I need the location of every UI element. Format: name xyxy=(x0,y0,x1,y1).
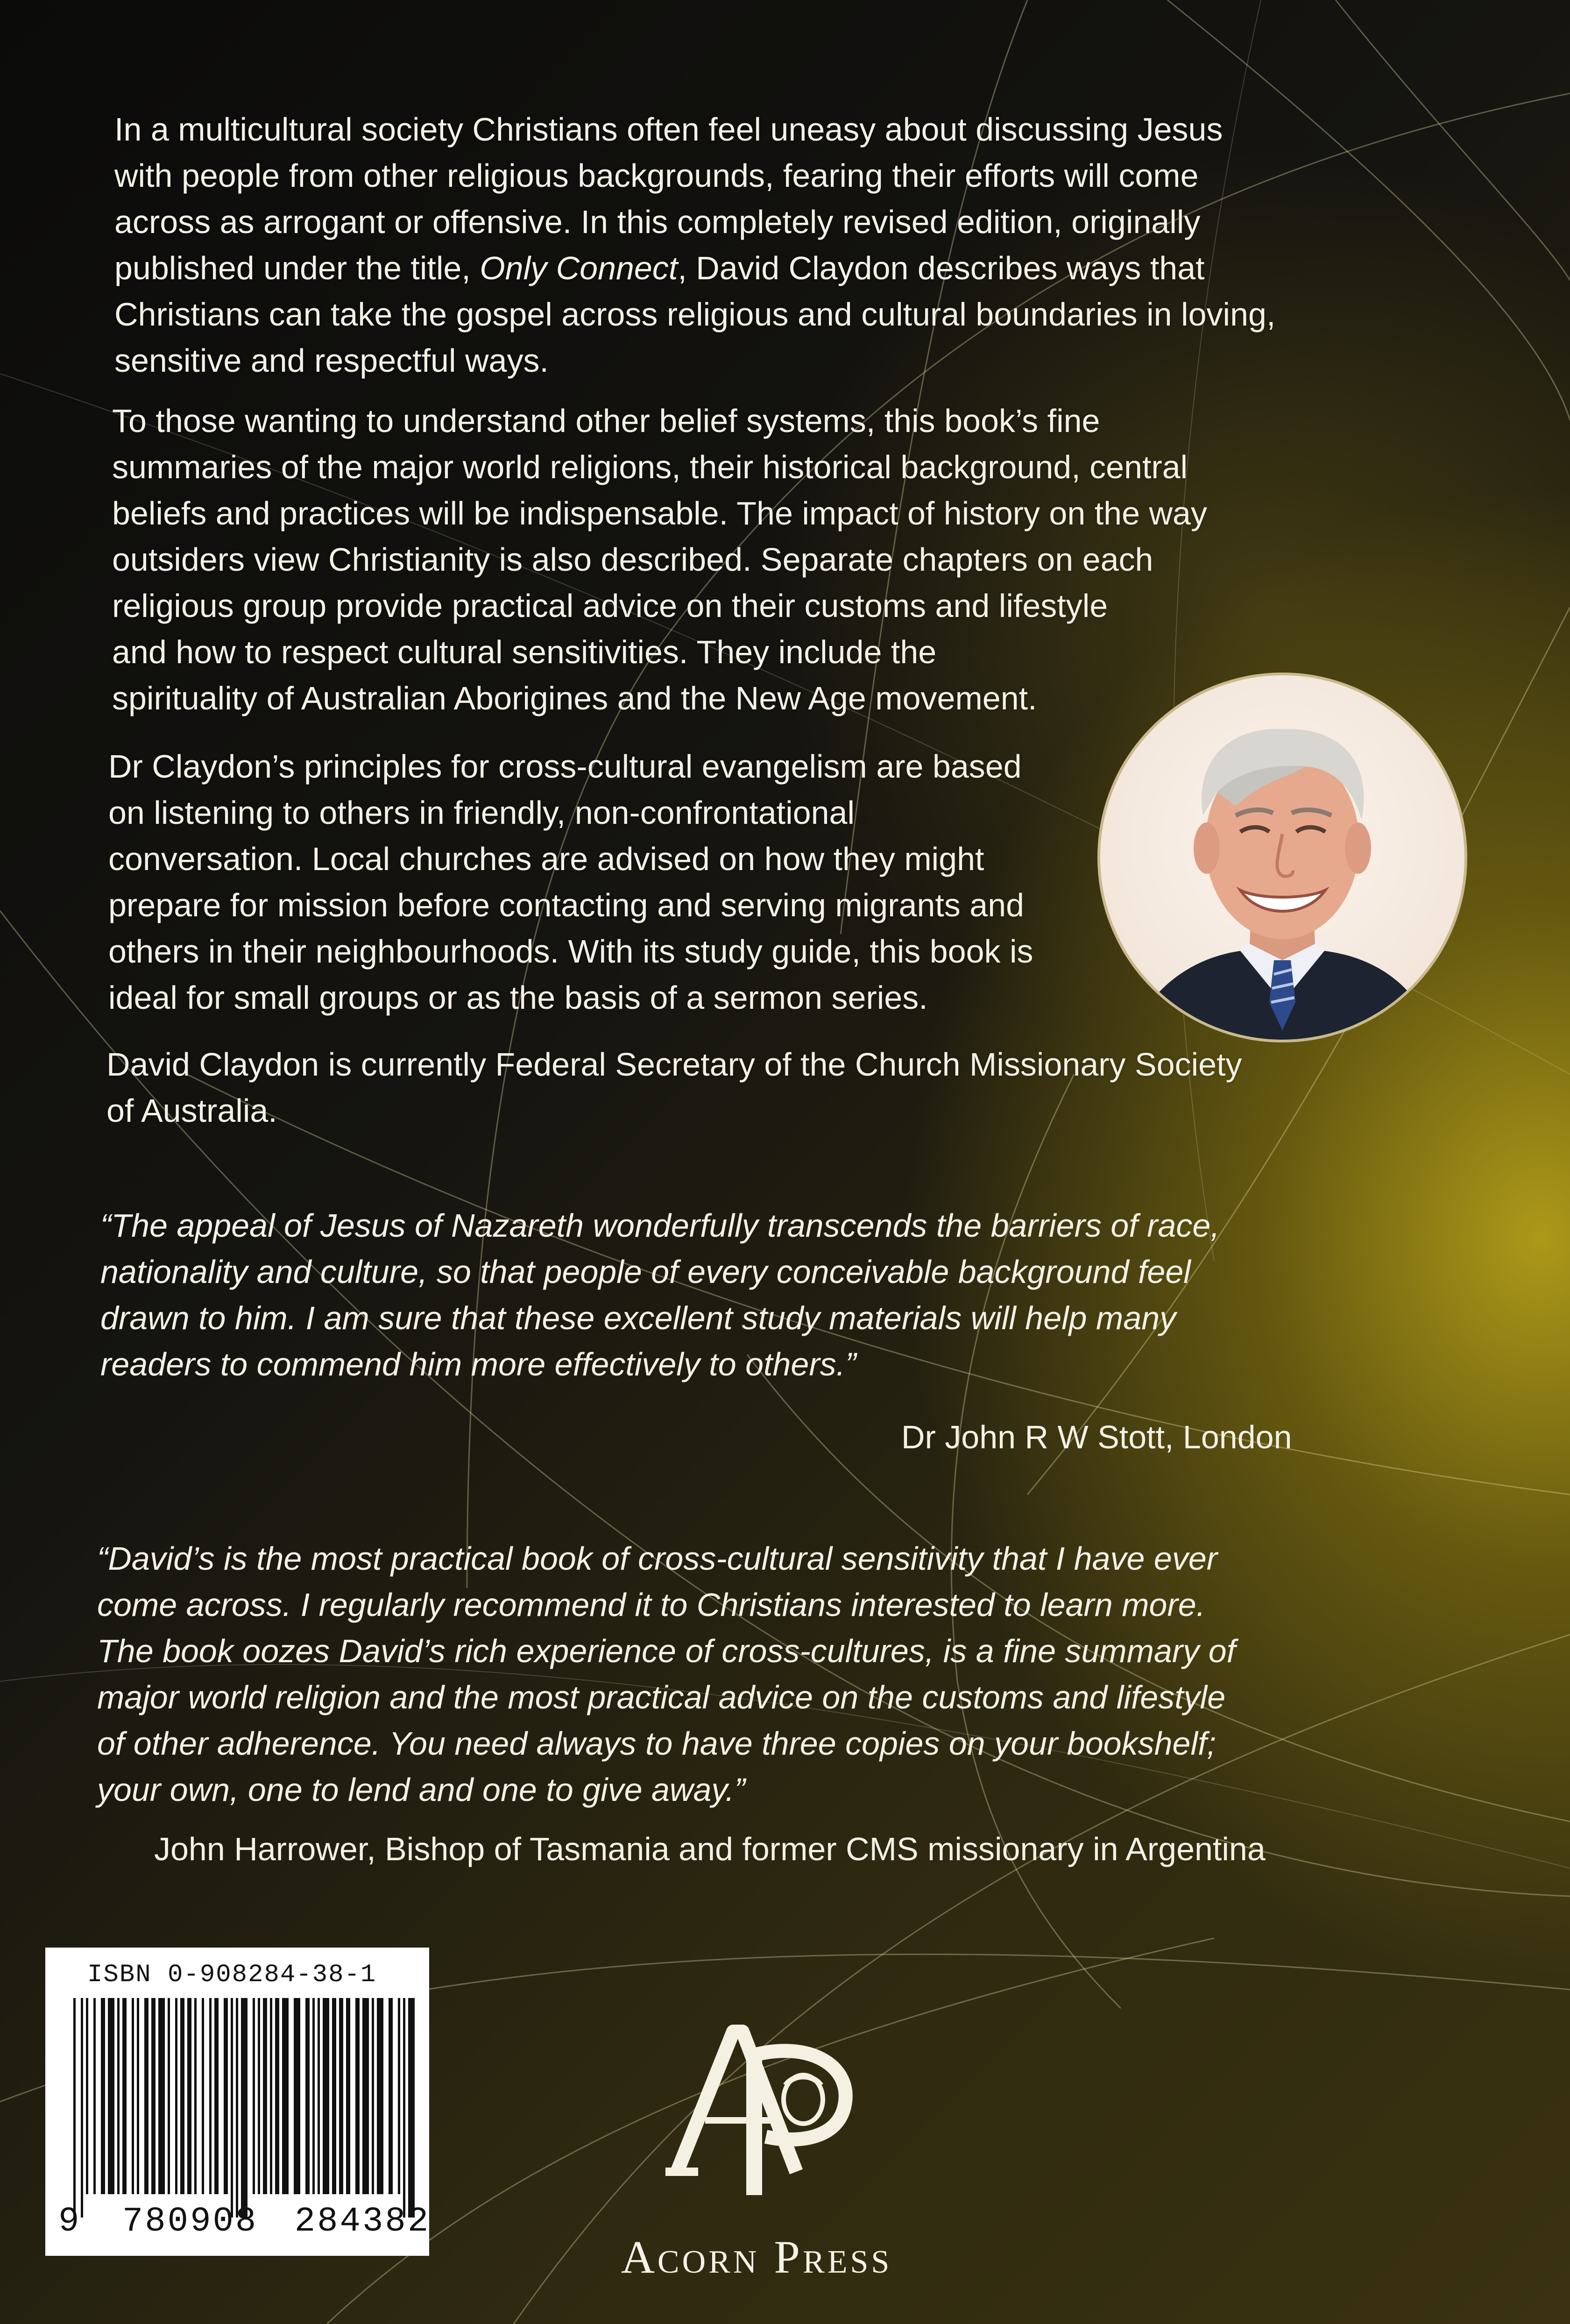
blurb-p2-line: and how to respect cultural sensitivities. They include the xyxy=(112,634,937,670)
barcode-bar xyxy=(332,1998,336,2194)
blurb-p2-line: outsiders view Christianity is also described. Separate chapters on each xyxy=(112,541,1153,578)
quote2-line: major world religion and the most practical advice on the customs and lifestyle xyxy=(97,1679,1226,1715)
barcode-bar xyxy=(377,1998,383,2194)
blurb-p3-line: conversation. Local churches are advised on how they might xyxy=(108,841,984,877)
ean-first-digit: 9 xyxy=(58,2202,81,2241)
acorn-press-ap-monogram xyxy=(654,2004,859,2200)
quote2-line: “David’s is the most practical book of cross-cultural sensitivity that I have ever xyxy=(97,1540,1218,1577)
barcode-bar xyxy=(294,1998,300,2194)
barcode-bar xyxy=(339,1998,343,2194)
blurb-p3-line: on listening to others in friendly, non-confrontational xyxy=(108,794,855,831)
blurb-p1-line: across as arrogant or offensive. In this completely revised edition, originally xyxy=(114,204,1201,240)
blurb-p1-line: published under the title, xyxy=(114,250,480,286)
barcode-bar xyxy=(101,1998,105,2194)
barcode-bar xyxy=(194,1998,197,2194)
barcode-bar xyxy=(158,1998,165,2194)
barcode-bar xyxy=(122,1998,127,2194)
book-former-title: Only Connect xyxy=(480,250,678,286)
barcode-bar xyxy=(231,1998,233,2218)
barcode-bar xyxy=(137,1998,139,2194)
barcode-bar xyxy=(258,1998,260,2194)
blurb-p3-line: prepare for mission before contacting and serving migrants and xyxy=(108,887,1025,923)
barcode-bar xyxy=(253,1998,255,2194)
quote1-line: nationality and culture, so that people of every conceivable background feel xyxy=(100,1254,1191,1290)
author-bio xyxy=(106,1042,1461,1134)
blurb-p2-line: religious group provide practical advice on their customs and lifestyle xyxy=(112,588,1108,624)
barcode-bar xyxy=(132,1998,134,2194)
quote2-attribution: John Harrower, Bishop of Tasmania and former CMS missionary in Argentina xyxy=(154,1831,1266,1867)
blurb-p1-line: Christians can take the gospel across religious and cultural boundaries in loving, xyxy=(114,296,1276,333)
blurb-p1-line: , David Claydon describes ways that xyxy=(678,250,1205,286)
ean-left-group: 780908 xyxy=(122,2202,258,2241)
blurb-p3-line: others in their neighbourhoods. With its study guide, this book is xyxy=(108,933,1033,970)
barcode-bar xyxy=(275,1998,279,2194)
barcode-bar xyxy=(144,1998,149,2194)
quote1-line: readers to commend him more effectively to others.” xyxy=(100,1346,856,1382)
barcode-bar xyxy=(270,1998,272,2194)
blurb-p2-line: summaries of the major world religions, their historical background, central xyxy=(112,449,1188,485)
barcode-bar xyxy=(175,1998,177,2194)
barcode-bar xyxy=(108,1998,114,2194)
publisher-logo xyxy=(654,2004,859,2202)
barcode-bar xyxy=(346,1998,350,2194)
barcode-bar xyxy=(73,1998,76,2218)
ean-right-group: 284382 xyxy=(294,2202,431,2241)
quote2-line: come across. I regularly recommend it to Christians interested to learn more. xyxy=(97,1587,1206,1623)
barcode-bar xyxy=(241,1998,248,2218)
barcode-bar xyxy=(398,1998,400,2194)
barcode-bar xyxy=(236,1998,238,2218)
blurb-p3-line: ideal for small groups or as the basis of a sermon series. xyxy=(108,979,928,1016)
quote2-line: your own, one to lend and one to give away.” xyxy=(97,1771,745,1808)
blurb-paragraph-3 xyxy=(108,744,1112,1021)
blurb-p1-line: with people from other religious backgrounds, fearing their efforts will come xyxy=(114,157,1199,194)
quote2-line: The book oozes David’s rich experience of cross-cultures, is a fine summary of xyxy=(97,1633,1236,1669)
barcode-bar xyxy=(224,1998,228,2194)
barcode-bar xyxy=(93,1998,96,2194)
barcode-bar xyxy=(389,1998,393,2194)
barcode-bar xyxy=(209,1998,212,2194)
barcode-bar xyxy=(81,1998,83,2218)
ean-digits xyxy=(58,2202,430,2241)
blurb-p2-line: beliefs and practices will be indispensable. The impact of history on the way xyxy=(112,495,1207,531)
quote1-line: drawn to him. I am sure that these excellent study materials will help many xyxy=(100,1300,1176,1336)
publisher-name: Acorn Press xyxy=(621,2231,892,2283)
barcode-bar xyxy=(117,1998,120,2194)
author-bio-line: of Australia. xyxy=(106,1092,277,1129)
blurb-paragraph-1 xyxy=(114,106,1469,384)
quote1-attribution: Dr John R W Stott, London xyxy=(901,1419,1292,1455)
blurb-p1-line: In a multicultural society Christians often feel uneasy about discussing Jesus xyxy=(114,111,1223,148)
barcode-bar xyxy=(187,1998,191,2194)
quote1-line: “The appeal of Jesus of Nazareth wonderfully transcends the barriers of race, xyxy=(100,1207,1220,1244)
barcode-bar xyxy=(408,1998,415,2218)
barcode-bar xyxy=(362,1998,369,2194)
barcode-bar xyxy=(263,1998,267,2194)
barcode-bar xyxy=(318,1998,320,2194)
barcode-bar xyxy=(372,1998,374,2194)
barcode-bar xyxy=(355,1998,360,2194)
barcode-bar xyxy=(202,1998,204,2194)
isbn-number: ISBN 0-908284-38-1 xyxy=(87,1961,377,1989)
author-bio-line: David Claydon is currently Federal Secretary of the Church Missionary Society xyxy=(106,1046,1242,1083)
barcode-bar xyxy=(214,1998,219,2194)
barcode-bar xyxy=(282,1998,289,2194)
blurb-p2-line: To those wanting to understand other belief systems, this book’s fine xyxy=(112,403,1100,439)
endorsement-quote-harrower xyxy=(97,1536,1498,1813)
blurb-p1-line: sensitive and respectful ways. xyxy=(114,342,549,379)
barcode-bar xyxy=(312,1998,315,2194)
author-portrait-illustration xyxy=(1100,675,1464,1040)
endorsement-quote-stott xyxy=(100,1203,1501,1388)
barcode-bar xyxy=(168,1998,170,2194)
isbn-barcode xyxy=(45,1948,429,2256)
blurb-p3-line: Dr Claydon’s principles for cross-cultural evangelism are based xyxy=(108,748,1022,785)
barcode-bar xyxy=(180,1998,184,2194)
barcode-bar xyxy=(323,1998,329,2194)
barcode-bar xyxy=(305,1998,310,2194)
barcode-bar xyxy=(151,1998,156,2194)
quote2-line: of other adherence. You need always to have three copies on your bookshelf; xyxy=(97,1725,1216,1762)
barcode-bar xyxy=(403,1998,405,2218)
author-photo xyxy=(1097,673,1467,1042)
barcode-bar xyxy=(86,1998,88,2194)
blurb-p2-line: spirituality of Australian Aborigines and the New Age movement. xyxy=(112,680,1037,716)
